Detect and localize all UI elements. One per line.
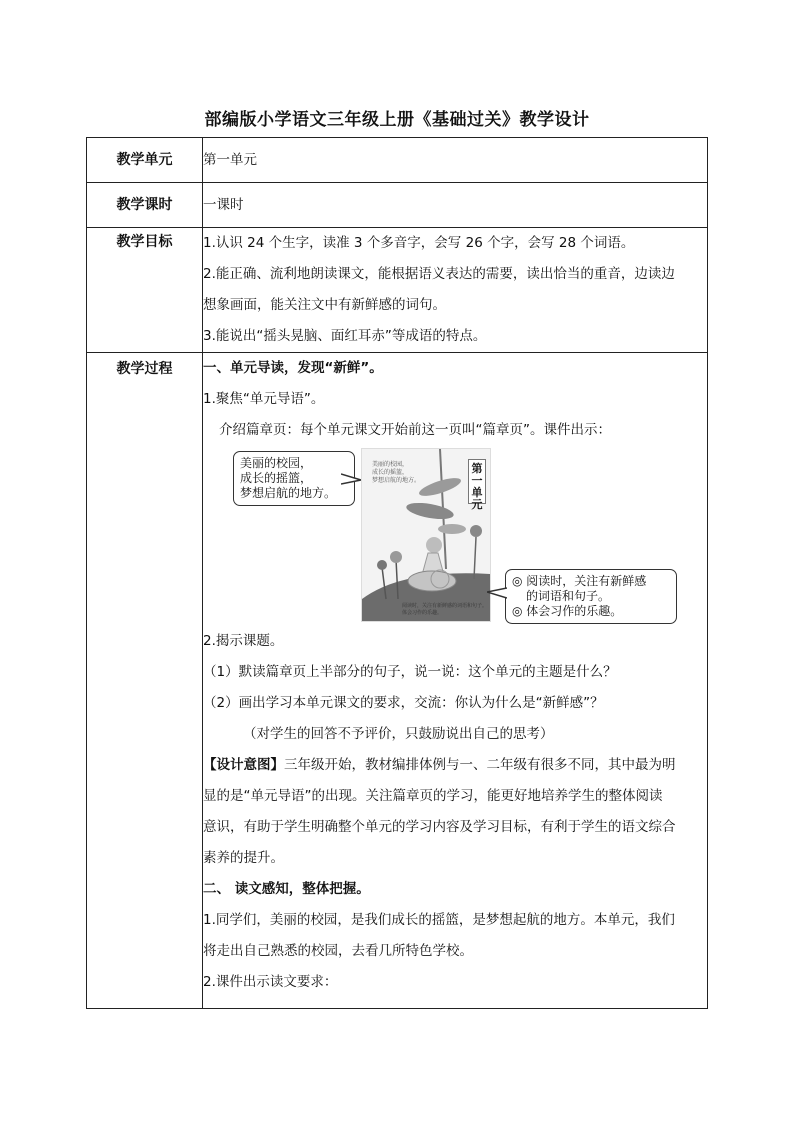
unit-page-figure <box>203 446 707 626</box>
table-row-process <box>87 353 708 1009</box>
value-process <box>203 353 708 1009</box>
section-heading: 二、 读文感知，整体把握。 <box>203 881 370 897</box>
bubble-tail-icon <box>487 586 507 600</box>
bubble-line: 梦想启航的地方。 <box>240 486 337 500</box>
process-item: 2.课件出示读文要求： <box>203 974 338 990</box>
illustration-line: 美丽的校园， <box>372 461 409 468</box>
process-item: 1.聚焦“单元导语”。 <box>203 391 325 407</box>
bubble-line: ◎ 体会习作的乐趣。 <box>512 604 623 618</box>
question-line: （1）默读篇章页上半部分的句子，说一说：这个单元的主题是什么？ <box>203 664 617 680</box>
label-goals: 教学目标 <box>87 228 203 353</box>
label-process: 教学过程 <box>87 353 203 1009</box>
label-period: 教学课时 <box>87 183 203 228</box>
design-intent-text: 三年级开始，教材编排体例与一、二年级有很多不同，其中最为明 <box>284 757 676 773</box>
unit-cover-illustration <box>361 448 491 622</box>
illustration-line: 阅读时，关注有新鲜感的词语和句子。 <box>402 603 488 609</box>
value-period: 一课时 <box>203 183 708 228</box>
label-unit: 教学单元 <box>87 138 203 183</box>
illustration-text-bottom <box>402 603 487 617</box>
goal-line: 2.能正确、流利地朗读课文，能根据语义表达的需要，读出恰当的重音，边读边 <box>203 266 675 282</box>
bubble-line: 的词语和句子。 <box>526 589 611 603</box>
table-row-unit <box>87 138 708 183</box>
bubble-line: ◎ 阅读时，关注有新鲜感 <box>512 574 647 588</box>
table-row-period <box>87 183 708 228</box>
illustration-text-top <box>372 461 420 485</box>
process-paragraph: 介绍篇章页：每个单元课文开始前这一页叫“篇章页”。课件出示： <box>219 422 611 438</box>
document-title: 部编版小学语文三年级上册《基础过关》教学设计 <box>204 110 590 130</box>
goal-line: 3.能说出“摇头晃脑、面红耳赤”等成语的特点。 <box>203 328 487 344</box>
unit-vertical-label: 第一单元 <box>468 459 486 504</box>
process-item: 2.揭示课题。 <box>203 633 284 649</box>
goal-line: 想象画面，能关注文中有新鲜感的词句。 <box>203 297 446 313</box>
illustration-line: 成长的摇篮， <box>372 469 409 476</box>
bubble-tail-icon <box>341 472 363 486</box>
note-line: （对学生的回答不予评价，只鼓励说出自己的思考） <box>243 726 554 742</box>
lesson-plan-table <box>86 137 708 1009</box>
bubble-line: 美丽的校园， <box>240 456 313 470</box>
speech-bubble-left <box>233 451 355 506</box>
value-unit: 第一单元 <box>203 138 708 183</box>
design-intent-line <box>203 750 707 781</box>
goal-line: 1.认识 24 个生字，读准 3 个多音字，会写 26 个字，会写 28 个词语。 <box>203 235 635 251</box>
design-intent-line: 意识，有助于学生明确整个单元的学习内容及学习目标，有利于学生的语文综合 <box>203 819 676 835</box>
design-intent-line: 显的是“单元导语”的出现。关注篇章页的学习，能更好地培养学生的整体阅读 <box>203 788 663 804</box>
process-paragraph: 将走出自己熟悉的校园，去看几所特色学校。 <box>203 943 473 959</box>
speech-bubble-right <box>505 569 677 624</box>
section-heading: 一、单元导读，发现“新鲜”。 <box>203 360 383 376</box>
question-line: （2）画出学习本单元课文的要求，交流：你认为什么是“新鲜感”？ <box>203 695 604 711</box>
table-row-goals <box>87 228 708 353</box>
process-paragraph: 1.同学们，美丽的校园，是我们成长的摇篮，是梦想起航的地方。本单元，我们 <box>203 912 675 928</box>
bubble-line: 成长的摇篮， <box>240 471 313 485</box>
design-intent-line: 素养的提升。 <box>203 850 284 866</box>
illustration-line: 体会习作的乐趣。 <box>402 610 443 616</box>
design-intent-tag: 【设计意图】 <box>203 757 284 773</box>
illustration-line: 梦想启航的地方。 <box>372 477 421 484</box>
value-goals <box>203 228 708 353</box>
